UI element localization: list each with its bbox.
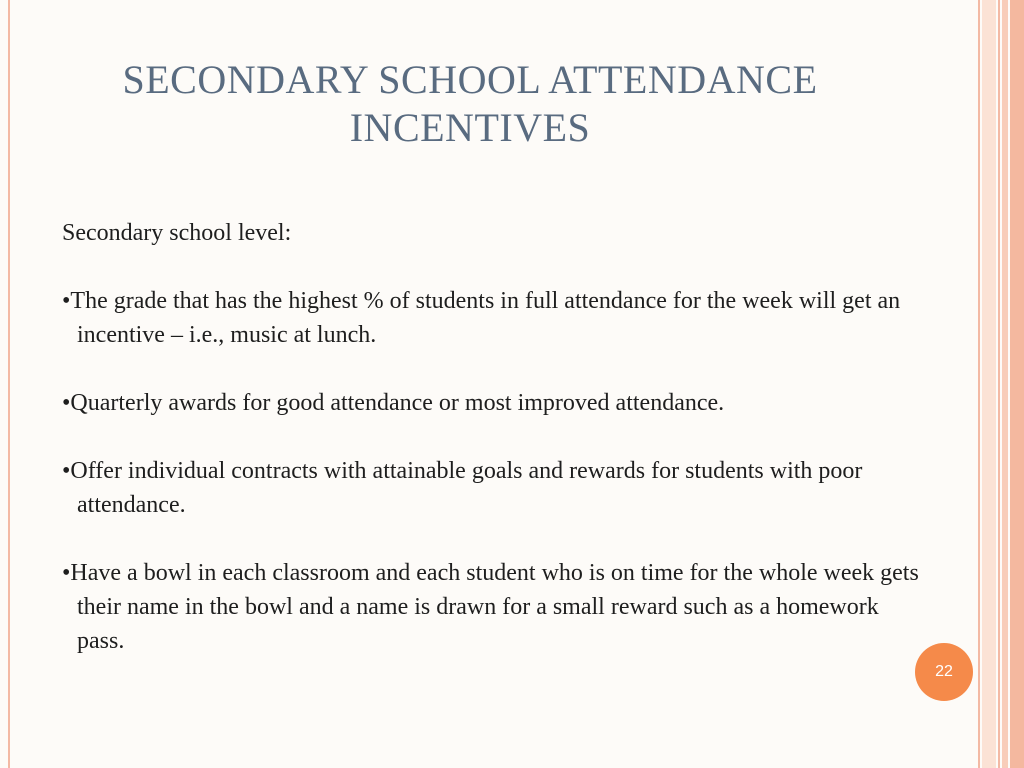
stripe <box>998 0 1000 768</box>
intro-text: Secondary school level: <box>62 220 292 246</box>
title-line-2: INCENTIVES <box>349 105 591 150</box>
stripe <box>982 0 996 768</box>
stripe <box>978 0 980 768</box>
slide-body <box>62 216 922 658</box>
bullet-item: •Have a bowl in each classroom and each student who is on time for the whole week gets their name in the bowl and a name is drawn for a small reward such as a homework pass. <box>62 560 919 654</box>
bullet-item: •Quarterly awards for good attendance or most improved attendance. <box>62 390 725 416</box>
left-border-line <box>8 0 10 768</box>
title-line-1: SECONDARY SCHOOL ATTENDANCE <box>122 57 818 102</box>
slide-title <box>30 56 910 152</box>
stripe <box>1010 0 1024 768</box>
stripe <box>1002 0 1008 768</box>
bullet-item: •The grade that has the highest % of students in full attendance for the week will get an incentive – i.e., music at lunch. <box>62 288 901 348</box>
right-decorative-stripes <box>978 0 1024 768</box>
bullet-item: •Offer individual contracts with attainable goals and rewards for students with poor attendance. <box>62 458 863 518</box>
page-number-badge: 22 <box>915 643 973 701</box>
